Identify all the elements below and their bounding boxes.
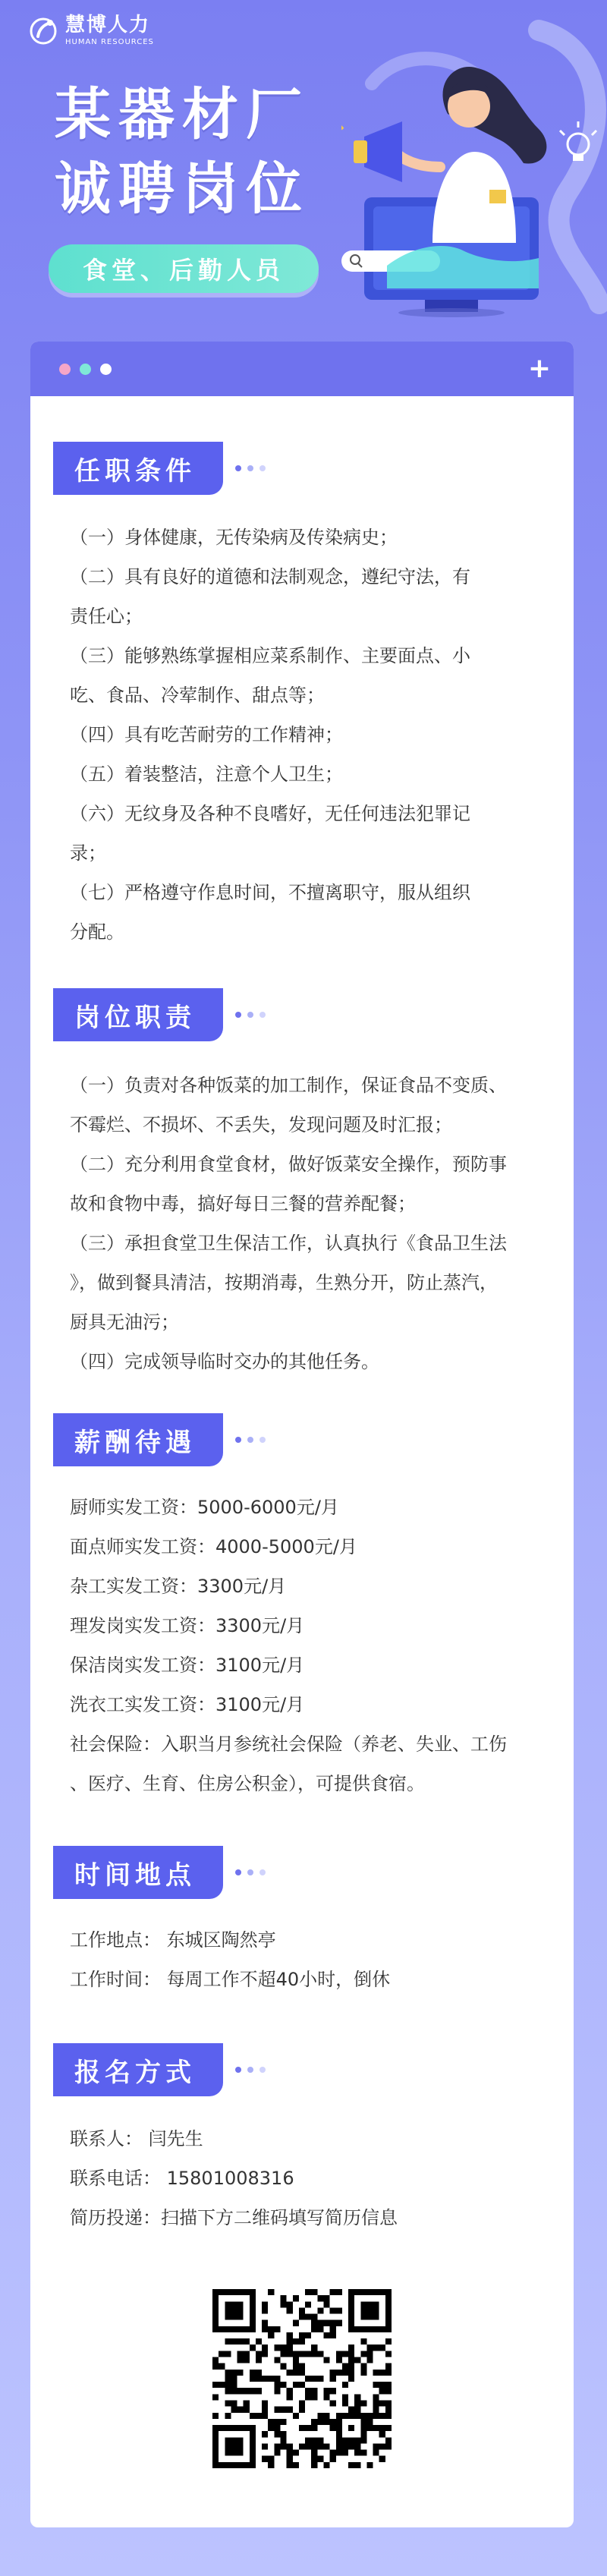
list-item: 社会保险：入职当月参统社会保险（养老、失业、工伤 xyxy=(70,1734,507,1755)
list-item: 录； xyxy=(70,842,106,864)
dots-decoration xyxy=(235,1012,266,1018)
section-title: 岗位职责 xyxy=(53,988,223,1041)
apply-list xyxy=(70,2119,555,2237)
list-item: 》，做到餐具清洁，按期消毒，生熟分开，防止蒸汽， xyxy=(70,1272,498,1293)
section-header xyxy=(53,988,266,1041)
dots-decoration xyxy=(235,1869,266,1875)
list-item: 厨师实发工资：5000-6000元/月 xyxy=(70,1497,339,1518)
list-item: 分配。 xyxy=(70,921,124,943)
list-item: 保洁岗实发工资：3100元/月 xyxy=(70,1655,305,1676)
list-item: （四）具有吃苦耐劳的工作精神； xyxy=(70,724,343,745)
list-item: 故和食物中毒，搞好每日三餐的营养配餐； xyxy=(70,1193,416,1214)
hero-title-line1: 某器材厂 xyxy=(55,82,310,147)
list-item: 不霉烂、不损坏、不丢失，发现问题及时汇报； xyxy=(70,1114,452,1135)
card-header-bar xyxy=(30,342,574,396)
brand-subtitle: HUMAN RESOURCES xyxy=(65,38,154,46)
salary-list xyxy=(70,1488,555,1803)
list-item: （一）负责对各种饭菜的加工制作，保证食品不变质、 xyxy=(70,1075,507,1096)
list-item: 工作地点： 东城区陶然亭 xyxy=(70,1929,276,1951)
plus-icon: + xyxy=(527,353,551,384)
list-item: 责任心； xyxy=(70,606,143,627)
list-item: 厨具无油污； xyxy=(70,1312,179,1333)
list-item: （三）能够熟练掌握相应菜系制作、主要面点、小 xyxy=(70,645,470,666)
list-item: （五）着装整洁，注意个人卫生； xyxy=(70,764,343,785)
brand-logo xyxy=(29,15,154,46)
section-title: 时间地点 xyxy=(53,1846,223,1899)
megaphone-icon xyxy=(341,121,402,182)
list-item: 简历投递：扫描下方二维码填写简历信息 xyxy=(70,2207,398,2228)
list-item: 联系电话： 15801008316 xyxy=(70,2168,294,2189)
window-dot-pink xyxy=(59,364,71,375)
list-item: （四）完成领导临时交办的其他任务。 xyxy=(70,1351,379,1372)
hero-title xyxy=(55,77,310,226)
section-header xyxy=(53,1413,266,1466)
list-item: 联系人： 闫先生 xyxy=(70,2128,203,2149)
window-dot-teal xyxy=(80,364,91,375)
logo-icon xyxy=(29,17,58,46)
qr-code[interactable] xyxy=(212,2289,392,2468)
requirements-list xyxy=(70,518,555,952)
section-header xyxy=(53,442,266,495)
list-item: 吃、食品、冷荤制作、甜点等； xyxy=(70,685,325,706)
time-place-list xyxy=(70,1920,555,1999)
section-title: 任职条件 xyxy=(53,442,223,495)
list-item: （七）严格遵守作息时间，不擅离职守，服从组织 xyxy=(70,882,470,903)
duties-list xyxy=(70,1066,555,1381)
list-item: （二）具有良好的道德和法制观念，遵纪守法，有 xyxy=(70,566,470,587)
list-item: 洗衣工实发工资：3100元/月 xyxy=(70,1694,305,1715)
dots-decoration xyxy=(235,1437,266,1443)
dots-decoration xyxy=(235,2067,266,2073)
list-item: （一）身体健康，无传染病及传染病史； xyxy=(70,527,398,548)
qr-code-graphic xyxy=(212,2289,392,2468)
hero-title-line2: 诚聘岗位 xyxy=(55,156,310,222)
list-item: （六）无纹身及各种不良嗜好，无任何违法犯罪记 xyxy=(70,803,470,824)
section-title: 薪酬待遇 xyxy=(53,1413,223,1466)
hero-illustration xyxy=(341,15,607,319)
list-item: 、医疗、生育、住房公积金），可提供食宿。 xyxy=(70,1773,425,1794)
hero-subtitle: 食堂、后勤人员 xyxy=(82,256,285,285)
section-header xyxy=(53,2043,266,2096)
list-item: 工作时间： 每周工作不超40小时，倒休 xyxy=(70,1969,391,1990)
list-item: 杂工实发工资：3300元/月 xyxy=(70,1576,287,1597)
hero-subtitle-pill xyxy=(49,244,319,293)
window-dot-white xyxy=(100,364,112,375)
list-item: 理发岗实发工资：3300元/月 xyxy=(70,1615,305,1636)
content-card xyxy=(30,342,574,2527)
section-header xyxy=(53,1846,266,1899)
list-item: 面点师实发工资：4000-5000元/月 xyxy=(70,1536,357,1557)
list-item: （三）承担食堂卫生保洁工作，认真执行《食品卫生法 xyxy=(70,1233,507,1254)
list-item: （二）充分利用食堂食材，做好饭菜安全操作，预防事 xyxy=(70,1154,507,1175)
brand-name: 慧博人力 xyxy=(65,14,151,36)
section-title: 报名方式 xyxy=(53,2043,223,2096)
dots-decoration xyxy=(235,465,266,471)
